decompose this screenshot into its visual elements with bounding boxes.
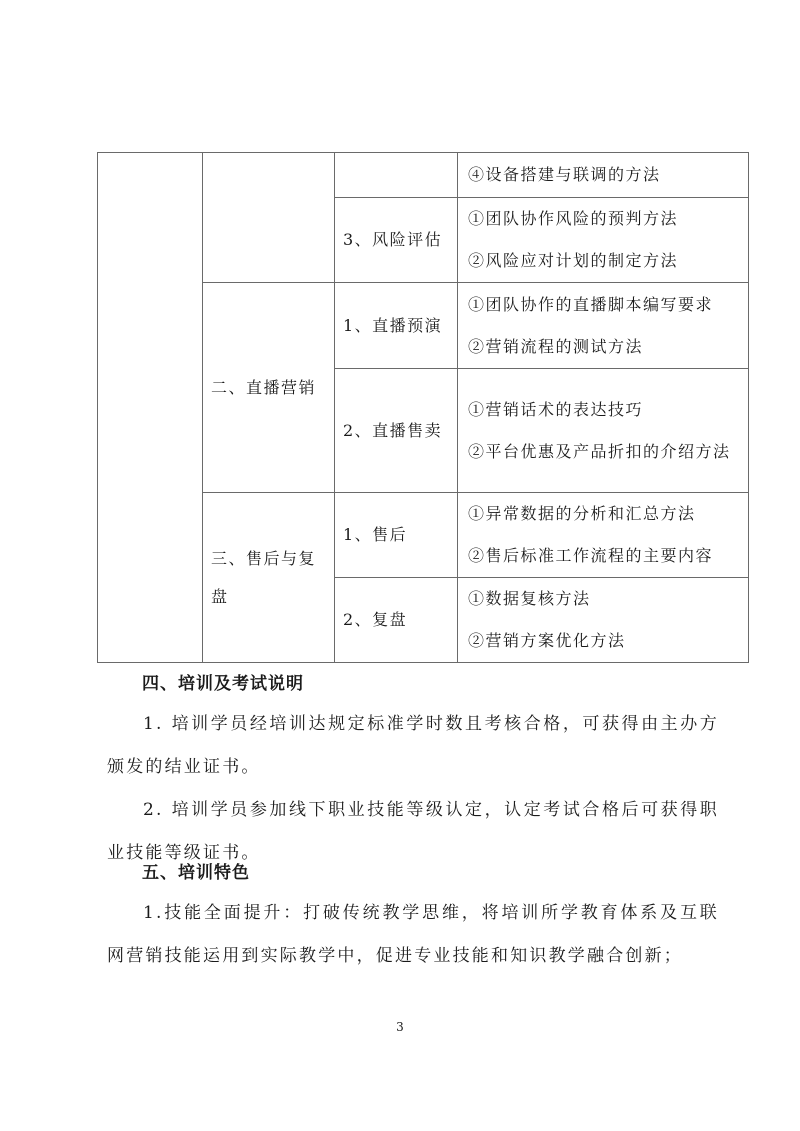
content-item: ②风险应对计划的制定方法 <box>468 251 679 270</box>
unit-cell <box>335 369 458 493</box>
paragraph: 2. 培训学员参加线下职业技能等级认定，认定考试合格后可获得职业技能等级证书。 <box>107 800 719 863</box>
content-item: ①异常数据的分析和汇总方法 <box>468 504 696 523</box>
content-cell <box>458 578 749 663</box>
content-item: ①营销话术的表达技巧 <box>468 399 644 419</box>
content-item: ④设备搭建与联调的方法 <box>468 165 661 184</box>
paragraph: 1.技能全面提升：打破传统教学思维，将培训所学教育体系及互联网营销技能运用到实际教学中，促进专业技能和知识教学融合创新； <box>107 903 719 966</box>
content-cell <box>458 283 749 369</box>
content-cell <box>458 153 749 198</box>
content-item: ①团队协作风险的预判方法 <box>468 209 679 228</box>
unit-cell <box>335 578 458 663</box>
module-label: 三、售后与复盘 <box>211 548 317 606</box>
content-item: ②平台优惠及产品折扣的介绍方法 <box>468 441 731 461</box>
section-heading-features: 五、培训特色 <box>142 863 250 883</box>
module-cell <box>203 283 335 493</box>
table-row <box>98 153 749 198</box>
unit-label: 1、售后 <box>343 525 408 544</box>
content-item: ②售后标准工作流程的主要内容 <box>468 546 714 565</box>
unit-cell <box>335 283 458 369</box>
paragraph: 1. 培训学员经培训达规定标准学时数且考核合格，可获得由主办方颁发的结业证书。 <box>107 714 719 777</box>
unit-label: 1、直播预演 <box>343 315 443 335</box>
module-label: 二、直播营销 <box>211 377 317 397</box>
content-item: ②营销方案优化方法 <box>468 631 626 650</box>
unit-cell <box>335 153 458 198</box>
page-number: 3 <box>396 1020 404 1034</box>
unit-label: 3、风险评估 <box>343 230 443 249</box>
module-cell <box>203 153 335 283</box>
unit-cell <box>335 493 458 578</box>
category-cell <box>98 153 203 663</box>
content-cell <box>458 369 749 493</box>
content-cell <box>458 493 749 578</box>
section-heading-training-exam: 四、培训及考试说明 <box>142 674 304 694</box>
unit-label: 2、复盘 <box>343 610 408 629</box>
module-cell <box>203 493 335 663</box>
content-item: ①数据复核方法 <box>468 589 591 608</box>
content-item: ②营销流程的测试方法 <box>468 336 644 356</box>
content-cell <box>458 198 749 283</box>
unit-label: 2、直播售卖 <box>343 420 443 440</box>
curriculum-table <box>97 152 749 663</box>
unit-cell <box>335 198 458 283</box>
content-item: ①团队协作的直播脚本编写要求 <box>468 294 714 314</box>
